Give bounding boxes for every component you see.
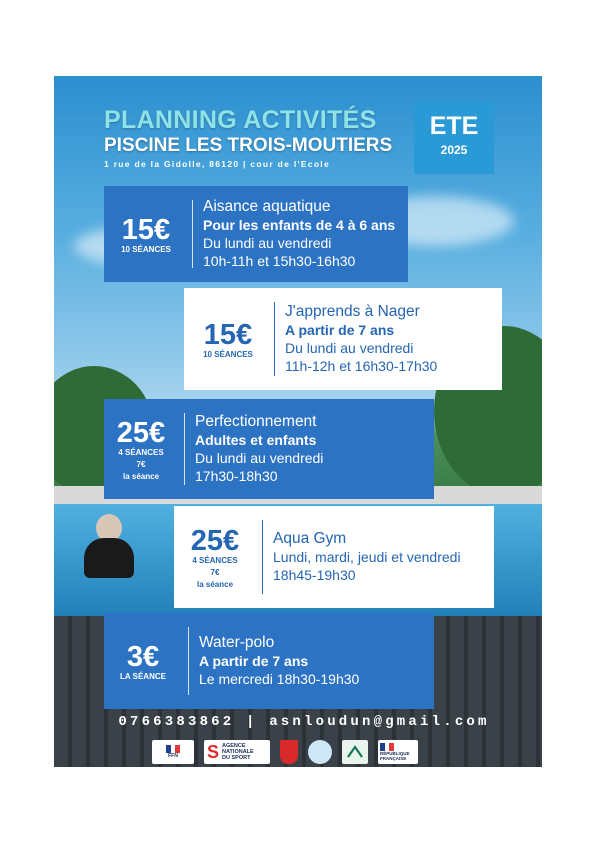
activity-info — [195, 413, 323, 485]
ffn-logo — [152, 740, 194, 764]
crest-icon — [280, 740, 298, 764]
bank-logo-icon — [342, 740, 368, 764]
activity-card-water-polo — [104, 613, 434, 709]
activity-name: Aisance aquatique — [203, 198, 331, 215]
activity-info — [203, 198, 395, 270]
season-label: ETE — [429, 112, 479, 140]
club-emblem-icon — [308, 740, 332, 764]
activity-card-perfectionnement — [104, 399, 434, 499]
divider — [274, 302, 275, 376]
republique-francaise-logo — [378, 740, 418, 764]
ffn-logo-text: FFN — [168, 753, 178, 759]
activity-name: J'apprends à Nager — [285, 303, 420, 320]
activity-info — [199, 634, 359, 688]
session-count: 10 SÉANCES — [121, 244, 171, 254]
activity-card-apprends-nager — [184, 288, 502, 390]
activity-days: Lundi, mardi, jeudi et vendredi — [273, 549, 461, 565]
season-year: 2025 — [440, 143, 468, 157]
flag-icon — [380, 743, 394, 751]
price-block — [192, 320, 264, 359]
agence-nationale-du-sport-logo — [204, 740, 270, 764]
divider — [184, 413, 185, 485]
rf-logo-text: RÉPUBLIQUE FRANÇAISE — [380, 751, 410, 761]
poster-title: PLANNING ACTIVITÉS — [104, 106, 377, 134]
activity-hours: 18h45-19h30 — [273, 567, 356, 583]
price: 15€ — [203, 318, 253, 351]
unit-label: la séance — [122, 471, 160, 481]
activity-info — [285, 303, 437, 375]
unit-price: 7€ — [210, 567, 220, 577]
price-block — [108, 418, 174, 481]
unit-label: la séance — [196, 579, 234, 589]
session-count: 4 SÉANCES — [118, 447, 164, 457]
activity-audience: Pour les enfants de 4 à 6 ans — [203, 217, 396, 233]
price: 15€ — [121, 213, 171, 246]
price: 3€ — [126, 640, 160, 673]
price-block — [110, 215, 182, 254]
activity-card-aisance — [104, 186, 408, 282]
flag-icon — [166, 745, 180, 753]
activity-days: Le mercredi 18h30-19h30 — [199, 671, 360, 687]
price: 25€ — [190, 524, 240, 557]
activity-hours: 11h-12h et 16h30-17h30 — [285, 358, 438, 374]
session-count: LA SÉANCE — [120, 671, 166, 681]
partner-logos — [152, 740, 418, 764]
session-count: 10 SÉANCES — [203, 349, 253, 359]
swimmer-body — [84, 538, 134, 578]
activity-days: Du lundi au vendredi — [195, 450, 324, 466]
activity-audience: A partir de 7 ans — [285, 322, 395, 338]
contact-line: 0766383862 | asnloudun@gmail.com — [118, 714, 490, 730]
activity-hours: 17h30-18h30 — [195, 468, 278, 484]
unit-price: 7€ — [136, 459, 146, 469]
ans-s-icon: S — [207, 742, 220, 762]
divider — [262, 520, 263, 594]
activity-hours: 10h-11h et 15h30-16h30 — [203, 253, 356, 269]
poster — [54, 76, 542, 767]
ca-mark-icon — [346, 745, 364, 759]
activity-name: Water-polo — [199, 634, 275, 651]
activity-name: Perfectionnement — [195, 413, 317, 430]
activity-info — [273, 530, 461, 584]
ans-logo-text: AGENCE NATIONALE DU SPORT — [222, 743, 254, 761]
price: 25€ — [116, 416, 166, 449]
pool-address: 1 rue de la Gidolle, 86120 | cour de l'Ecole — [104, 159, 330, 169]
activity-name: Aqua Gym — [273, 530, 347, 547]
session-count: 4 SÉANCES — [192, 555, 238, 565]
season-badge — [414, 102, 494, 174]
activity-audience: Adultes et enfants — [195, 432, 317, 448]
divider — [188, 627, 189, 695]
activity-audience: A partir de 7 ans — [199, 653, 309, 669]
divider — [192, 200, 193, 268]
activity-card-aqua-gym — [174, 506, 494, 608]
activity-days: Du lundi au vendredi — [203, 235, 332, 251]
activity-days: Du lundi au vendredi — [285, 340, 414, 356]
pool-name: PISCINE LES TROIS-MOUTIERS — [104, 135, 393, 156]
price-block — [178, 526, 252, 589]
price-block — [108, 642, 178, 681]
